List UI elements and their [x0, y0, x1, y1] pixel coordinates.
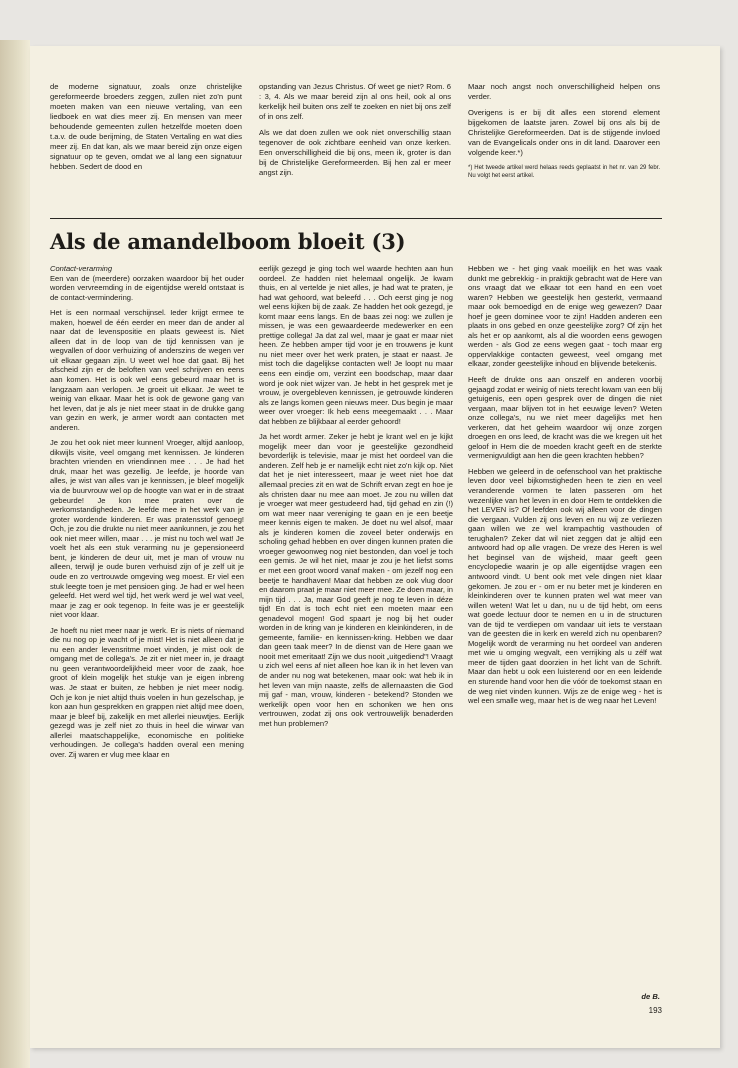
article-paragraph: Hebben we geleerd in de oefenschool van het praktische leven door veel bijkomstigheden heen te zien en veel veranderende vormen te laten passeren om het wezenlijke van het leven in en door Hem te ontdekken die het LEVEN is? Of leefden ook wij alleen voor de dingen die vergaan. Vulden zij ons leven en nu wij ze verliezen gaan willen we ze wel krampachtig vasthouden of terughalen? Zeker dat wil niet zeggen dat je altijd een antwoord had op alle vragen. De vreze des Heren is wel het beginsel van de wijsheid, maar geeft geen encyclopedie waarin je op alle eigentijdse vragen een antwoord vindt. U bent ook met vele dingen niet klaar gekomen. Je zou er - om er nu beter met je kinderen en kleinkinderen over te kunnen praten wel wat meer van willen weten! Wat let u dan, nu u de tijd hebt, om eens wat goede lectuur door te nemen en u in de structuren van de tijd te verdiepen om vandaar uit iets te verstaan van de geesten die in kerk en wereld zich nu openbaren? Mogelijk wordt de verarming nu het oordeel van anderen met wie u omging wegvalt, een verrijking als u zélf wat meer de tijden gaat doorzien in het licht van de Schrift. Maar dan hebt u ook een luisterend oor en een leidende en sturende hand voor hen die vóór de toekomst staan en de weg niet vinden kunnen. Wijs ze de enige weg - het is wel een smalle weg, maar het is de weg naar het Leven! — [468, 466, 662, 706]
top-column-2-paragraph: Als we dat doen zullen we ook niet onverschillig staan tegenover de ook zichtbare eenheid van onze kerken. Een onverschilligheid die bij ons, meen ik, groter is dan bij de Christelijke Gereformeerden. Bij hen zal er meer angst zijn. — [259, 128, 451, 177]
top-column-1 — [50, 82, 242, 178]
author-signature: de B. — [641, 992, 660, 1001]
article-paragraph: Ja het wordt armer. Zeker je hebt je krant wel en je kijkt mogelijk meer dan voor je geestelijke gezondheid bevorderlijk is televisie, maar je mist het oordeel van die anderen. Zelf heb je er namelijk echt niet zo'n kijk op. Niet dat het je niet interesseert, maar je weet niet hoe dat allemaal precies zit en wat de Schrift ervan zegt en hoe je als christen daar nu mee aan moet. Je zou nu willen dat je vroeger wat meer gestudeerd had, tijd gehad en zin (!) om wat meer naar vereniging te gaan en je een beetje meer kennis eigen te maken. Je doet nu wel alsof, maar als je kinderen komen die zoveel beter onderwijs en scholing gehad hebben en over dingen kunnen praten die vroeger gewoonweg nog niet bestonden, dan voel je toch een gemis. Je wil het niet, maar je zou je het liefst soms er met een groot woord vanaf maken - om jezelf nog een beetje te handhaven! Maar dat hebben ze ook vlug door en daarom praat je maar niet meer mee. Ze doen maar, in mijn tijd . . . Ja, maar God geeft je nog te leven in déze tijd! En dat is toch echt niet een moeten maar een genadevol mogen! God spaart je nog bij het ouder worden in de kring van je kinderen en kleinkinderen, in de gemeente, familie- en kennissen-kring. Hebben we daar dan geen taak meer? In de dienst van de Here gaan we nooit met emeritaat! Zijn we dus nooit „uitgediend"! Vraagt u zich wel eens af niet alleen hoe kan ik in het leven van de ander nu nog wat betekenen, maar ook: wat heb ik in het leven van mijn naaste, zelfs de allernaasten die God mij gaf - man, vrouw, kinderen - betekend? Stonden we werkelijk open voor hen en schonken we hen ons vertrouwen, zodat zij ons ook vertrouwelijk benaderden met hun problemen? — [259, 432, 453, 728]
page-number: 193 — [648, 1006, 662, 1015]
article-column-2 — [259, 264, 453, 734]
top-column-3-paragraph: Maar noch angst noch onverschilligheid helpen ons verder. — [468, 82, 660, 101]
article-paragraph: Hebben we - het ging vaak moeilijk en het was vaak dunkt me gebrekkig - in praktijk gebracht wat de Here van ons vraagt dat we elkaar tot een hand en een voet waren? Hebben we geestelijk hen gesterkt, vermaand maar ook bemoedigd en de enige weg gewezen? Daar hoef je geen dominee voor te zijn! Hadden anderen een plaats in ons gebed en onze geestelijke zorg? Of zijn het als het er op aankomt, als al die woorden eens gewogen werden - als God ze eens wegen gaat - toch maar erg oppervlakkige contacten geweest, veel omgang met elkaar, zonder geestelijke inhoud en blijvende betekenis. — [468, 264, 662, 369]
top-column-3-paragraph: Overigens is er bij dit alles een storend element bijgekomen de laatste jaren. Zowel bij ons als bij de Christelijke Gereformeerden. Dat is de stijgende invloed van de Evangelicals onder ons in dit land. Daarover een volgende keer.*) — [468, 108, 660, 157]
top-column-2 — [259, 82, 451, 184]
top-column-1-text: de moderne signatuur, zoals onze christelijke gereformeerde broeders zeggen, zullen niet zo'n punt moeten maken van een nieuwe vertaling, van een liedboek en wat dies meer zij. En mensen van meer behoudende gemeenten zullen hetzelfde moeten doen t.a.v. de oude berijming, de Staten Vertaling en wat dies meer zij. En dat kan, als we maar bereid zijn onze eigen signatuur op te geven, omdat we al lang een signatuur hebben. Sedert de dood en — [50, 82, 242, 171]
article-paragraph: Heeft de drukte ons aan onszelf en anderen voorbij gejaagd zodat er weinig of niets terecht kwam van een blij getuigenis, een open gesprek over de dingen die niet vergaan, maar blijven tot in het eeuwige leven? Weten onze collega's, nu we niet meer dagelijks met hen verkeren, dat het geheim waardoor wij onze zorgen droegen en ons leed, de kracht was die we kregen uit het geloof in Hem die de moeden kracht geeft en de sterkte vermenigvuldigt aan hen die geen krachten hebben? — [468, 375, 662, 461]
article-paragraph: eerlijk gezegd je ging toch wel waarde hechten aan hun oordeel. Ze hadden niet helemaal ongelijk. Je kwam thuis, en al vertelde je niet alles, je had wat te praten, je had wat gehoord, wat beleefd . . . Och eerst ging je nog wel eens kijken bij de zaak. Ze hadden het ook gezegd, je komt maar eens langs. En de baas zei nog: we zullen je missen, je was een gewaardeerde medewerker en een prettige collega! Ja dat zal wel, maar je gaat er maar niet heen. Ze hebben amper tijd voor je en trouwens je kunt nu niet meer over het werk praten, je staat er naast. Je mist toch die dagelijkse contacten wel! Je loopt nu maar eens een eindje om, verzint een boodschap, maar daar word je ook niet wijzer van. Je hebt in het gesprek met je vrouw, je overgebleven kennissen, je getrouwde kinderen als ze langs komen geen nieuws meer. Dus begin je maar weer over vroeger: Ik heb eens meegemaakt . . . Maar dat hebben ze blijkbaar al eerder gehoord! — [259, 264, 453, 426]
article-column-3 — [468, 264, 662, 712]
article-subheading: Contact-verarming — [50, 264, 113, 273]
magazine-page — [30, 46, 720, 1048]
article-paragraph: Het is een normaal verschijnsel. Ieder krijgt ermee te maken, hoewel de één eerder en meer dan de ander al naar dat de levenspositie en plaats geweest is. Niet alleen dat in de loop van de tijd kennissen van je wegvallen of door verhuizing of anderszins de wegen ver uit elkaar gegaan zijn. U weet wel hoe dat gaat. Bij het afscheid zijn er de beloften van veel schrijven en eens aan komen. Het is ook wel eens gebeurd maar het is langzaam aan verlopen. Je groeit uit elkaar. Je weet te weinig van elkaar. Maar het is ook de gewone gang van het leven, dat je als je niet meer staat in de drukke gang van gezin en werk, je armer wordt aan contacten met anderen. — [50, 308, 244, 432]
section-divider — [50, 218, 662, 219]
binding-edge — [0, 40, 30, 1068]
article-column-1 — [50, 264, 244, 765]
footnote: *) Het tweede artikel werd helaas reeds geplaatst in het nr. van 29 febr. Nu volgt het eerst artikel. — [468, 165, 660, 179]
top-column-2-paragraph: opstanding van Jezus Christus. Of weet ge niet? Rom. 6 : 3, 4. Als we maar bereid zijn al ons heil, ook al ons kerkelijk heil buiten ons zelf te zoeken en niet bij ons zelf of in ons zelf. — [259, 82, 451, 121]
article-title: Als de amandelboom bloeit (3) — [50, 229, 406, 254]
article-paragraph: Je hoeft nu niet meer naar je werk. Er is niets of niemand die nu nog op je wacht of je mist! Het is niet alleen dat je nu een ander levensritme moet vinden, je mist ook de omgang met de collega's. Je zit er niet meer in, je draagt nu geen verantwoordelijkheid meer voor de zaak, hoe groot of klein mogelijk het stukje van je eigen inbreng was. Je staat er buiten, ze hebben je niet meer nodig. Och je kon je niet altijd thuis voelen in hun gezelschap, je kon aan hun gesprekken en grappen niet altijd mee doen, maar je bleef bij, zakelijk en met allerlei nieuwtjes. Eerlijk gezegd was je zelf niet zo thuis in heel die wirwar van allerlei maatschappelijke, economische en politieke verhoudingen. Je collega's hadden overal een mening over. Zij waren er vlug mee klaar en — [50, 625, 244, 759]
article-paragraph: Je zou het ook niet meer kunnen! Vroeger, altijd aanloop, dikwijls visite, veel omgang met kennissen. Je kinderen brachten vrienden en vriendinnen mee . . . Je had het druk, maar het was gezellig. Je leefde, je hoorde van alles, je wist van alles van je kennissen, je bleef mogelijk via de buurvrouw wel op de hoogte van wat er in de straat gebeurde! Je kon mee praten over de werkomstandigheden. Je leefde mee in het werk van je groter wordende kinderen. Er was pratensstof genoeg! Och, je zou die drukte nu niet meer aankunnen, je zou het ook niet meer willen, maar . . . je mist nu toch wel wat! Je voelt het als een stuk verarming nu je gepensioneerd bent, je kinderen de deur uit, met je man of vrouw nu alleen, terwijl je oude buren verhuisd zijn of je zelf uit je oude en zo vertrouwde omgeving weg moest. Er viel een stuk leegte toen je met pensioen ging. Je had er wel heen geleefd. Het werd wel tijd, het werk werd je wel wat veel, maar je zag er ook tegenop. In feite was je er geestelijk niet voor klaar. — [50, 438, 244, 620]
top-column-3 — [468, 82, 660, 186]
article-paragraph: Een van de (meerdere) oorzaken waardoor bij het ouder worden vervreemding in de eigentijdse wereld ontstaat is de contact-vermindering. — [50, 273, 244, 302]
